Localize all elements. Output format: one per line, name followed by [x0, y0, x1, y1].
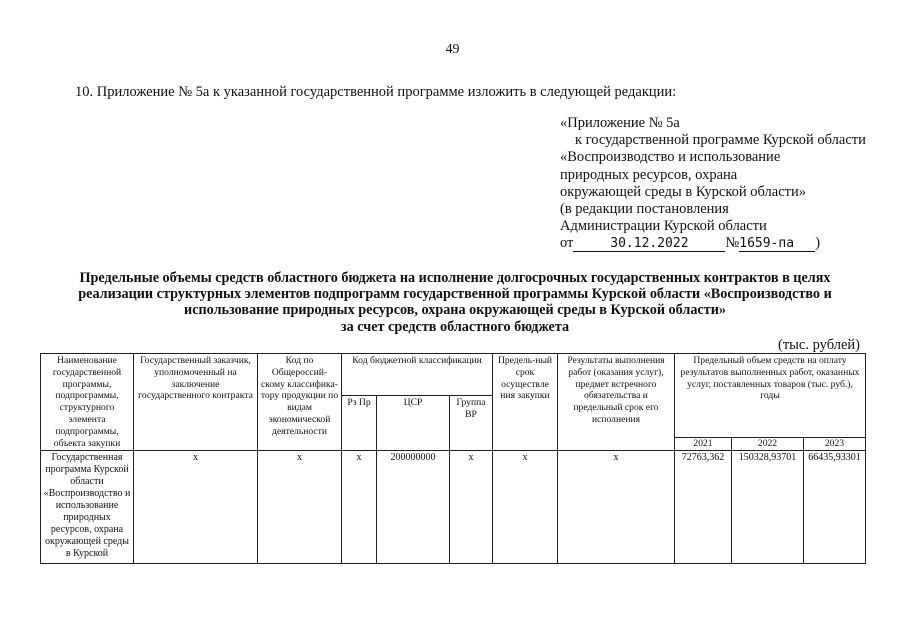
cell-name: Государственная программа Курской области «Воспроизводство и использование природных ресурсов, охрана окружающей среды в Курской [41, 451, 134, 564]
appendix-line-1: «Приложение № 5а [560, 115, 680, 131]
cell-deadline: х [493, 451, 558, 564]
cell-customer: х [134, 451, 258, 564]
header-deadline: Предель-ный срок осуществле ния закупки [493, 354, 558, 451]
header-limits: Предельный объем средств на оплату результатов выполненных работ, оказанных услуг, поставленных товаров (тыс. руб.), годы [675, 354, 866, 438]
appendix-line-5: окружающей среды в Курской области» [560, 183, 807, 200]
units-label: (тыс. рублей) [778, 337, 860, 353]
header-csr: ЦСР [377, 396, 450, 451]
header-budget-code: Код бюджетной классификации [342, 354, 493, 396]
from-label: от [560, 235, 574, 252]
appendix-line-6: (в редакции постановления [560, 201, 729, 218]
appendix-line-7: Администрации Курской области [560, 218, 767, 235]
appendix-note [560, 115, 866, 253]
close-paren: ) [815, 235, 821, 252]
document-title [40, 270, 870, 335]
header-year-2023: 2023 [804, 438, 866, 451]
header-vr: Группа ВР [450, 396, 493, 451]
appendix-line-2: к государственной программе Курской области [575, 132, 866, 149]
header-year-2022: 2022 [732, 438, 804, 451]
header-rz-pr: Рз Пр [342, 396, 377, 451]
appendix-line-4: природных ресурсов, охрана [560, 166, 738, 183]
table-row [41, 451, 866, 564]
cell-vr: х [450, 451, 493, 564]
cell-rz-pr: х [342, 451, 377, 564]
number-label: № [725, 235, 740, 252]
item-paragraph: 10. Приложение № 5а к указанной государственной программе изложить в следующей редакции: [75, 84, 677, 100]
cell-2021: 72763,362 [675, 451, 732, 564]
cell-2023: 66435,93301 [804, 451, 866, 564]
resolution-date: 30.12.2022 [573, 237, 725, 252]
cell-2022: 150328,93701 [732, 451, 804, 564]
title-line-2: реализации структурных элементов подпрограмм государственной программы Курской области «Воспроизводство и [78, 286, 832, 303]
cell-results: х [558, 451, 675, 564]
header-customer: Государственный заказчик, уполномоченный на заключение государственного контракта [134, 354, 258, 451]
header-year-2021: 2021 [675, 438, 732, 451]
title-line-1: Предельные объемы средств областного бюджета на исполнение долгосрочных государственных контрактов в целях [79, 270, 831, 286]
header-name: Наименование государственной программы, подпрограммы, структурного элемента подпрограммы, объекта закупки [41, 354, 134, 451]
cell-okpd: х [258, 451, 342, 564]
title-line-3: использование природных ресурсов, охрана окружающей среды в Курской области» [184, 302, 726, 319]
title-line-4: за счет средств областного бюджета [340, 318, 570, 335]
limits-table [40, 353, 866, 564]
resolution-number: 1659-па [739, 237, 815, 252]
appendix-date-line [560, 235, 866, 252]
header-okpd: Код по Общероссий-скому классифика-тору продукции по видам экономической деятельности [258, 354, 342, 451]
header-results: Результаты выполнения работ (оказания услуг), предмет встречного обязательства и предельный срок его исполнения [558, 354, 675, 451]
appendix-line-3: «Воспроизводство и использование [560, 149, 781, 166]
cell-csr: 200000000 [377, 451, 450, 564]
page-number: 49 [445, 42, 460, 57]
